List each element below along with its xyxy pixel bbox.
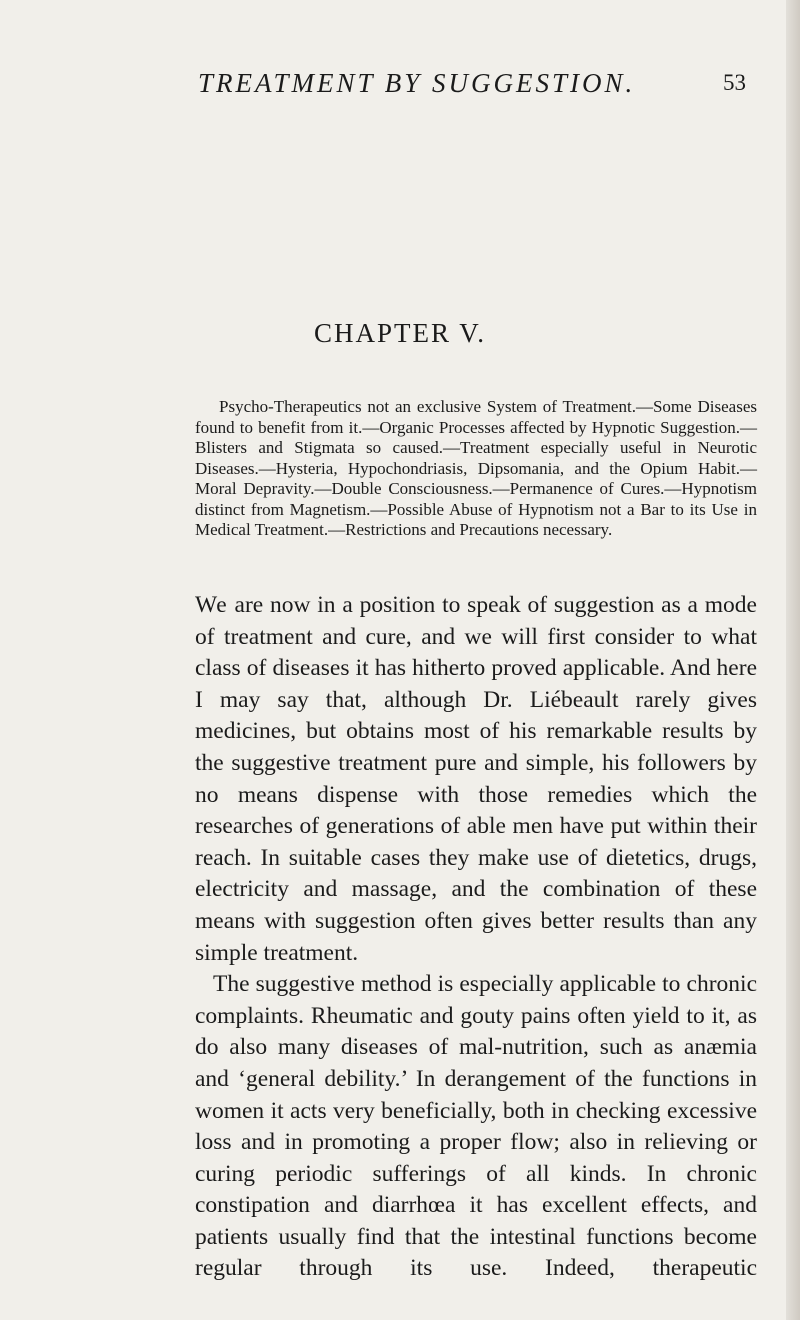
page-edge	[786, 0, 800, 1320]
paragraph-1	[195, 590, 757, 969]
chapter-title: CHAPTER V.	[313, 318, 487, 348]
paragraph-2: The suggestive method is especially applicable to chronic complaints. Rheumatic and gouty pains often yield to it, as do also many diseases of mal-nutrition, such as anæmia and ‘general debility.’ In derangement of the functions in women it acts very beneficially, both in checking excessive loss and in promoting a proper flow; also in relieving or curing periodic sufferings of all kinds. In chronic constipation and diarrhœa it has excellent effects, and patients usually find that the intestinal functions become regular through its use. Indeed, therapeutic	[195, 971, 757, 1282]
page-number: 53	[723, 70, 746, 95]
running-head: TREATMENT BY SUGGESTION.	[198, 68, 636, 98]
paragraph-1-lead: We	[195, 592, 228, 618]
chapter-summary: Psycho-Therapeutics not an exclusive System of Treatment.—Some Diseases found to benefit from it.—Organic Processes affected by Hypnotic Suggestion.—Blisters and Stigmata so caused.—Treatment especially useful in Neurotic Diseases.—Hysteria, Hypochondriasis, Dipsomania, and the Opium Habit.—Moral Depravity.—Double Consciousness.—Permanence of Cures.—Hypnotism distinct from Magnetism.—Possible Abuse of Hypnotism not a Bar to its Use in Medical Treatment.—Restrictions and Precautions necessary.	[195, 397, 757, 539]
paragraph-1-text: are now in a position to speak of suggestion as a mode of treatment and cure, and we will first consider to what class of diseases it has hitherto proved applicable. And here I may say that, although Dr. Liébeault rarely gives medicines, but obtains most of his remarkable results by the suggestive treatment pure and simple, his followers by no means dispense with those remedies which the researches of generations of able men have put within their reach. In suitable cases they make use of dietetics, drugs, electricity and massage, and the combination of these means with suggestion often gives better results than any simple treatment.	[195, 592, 757, 966]
body-text	[195, 590, 757, 1317]
